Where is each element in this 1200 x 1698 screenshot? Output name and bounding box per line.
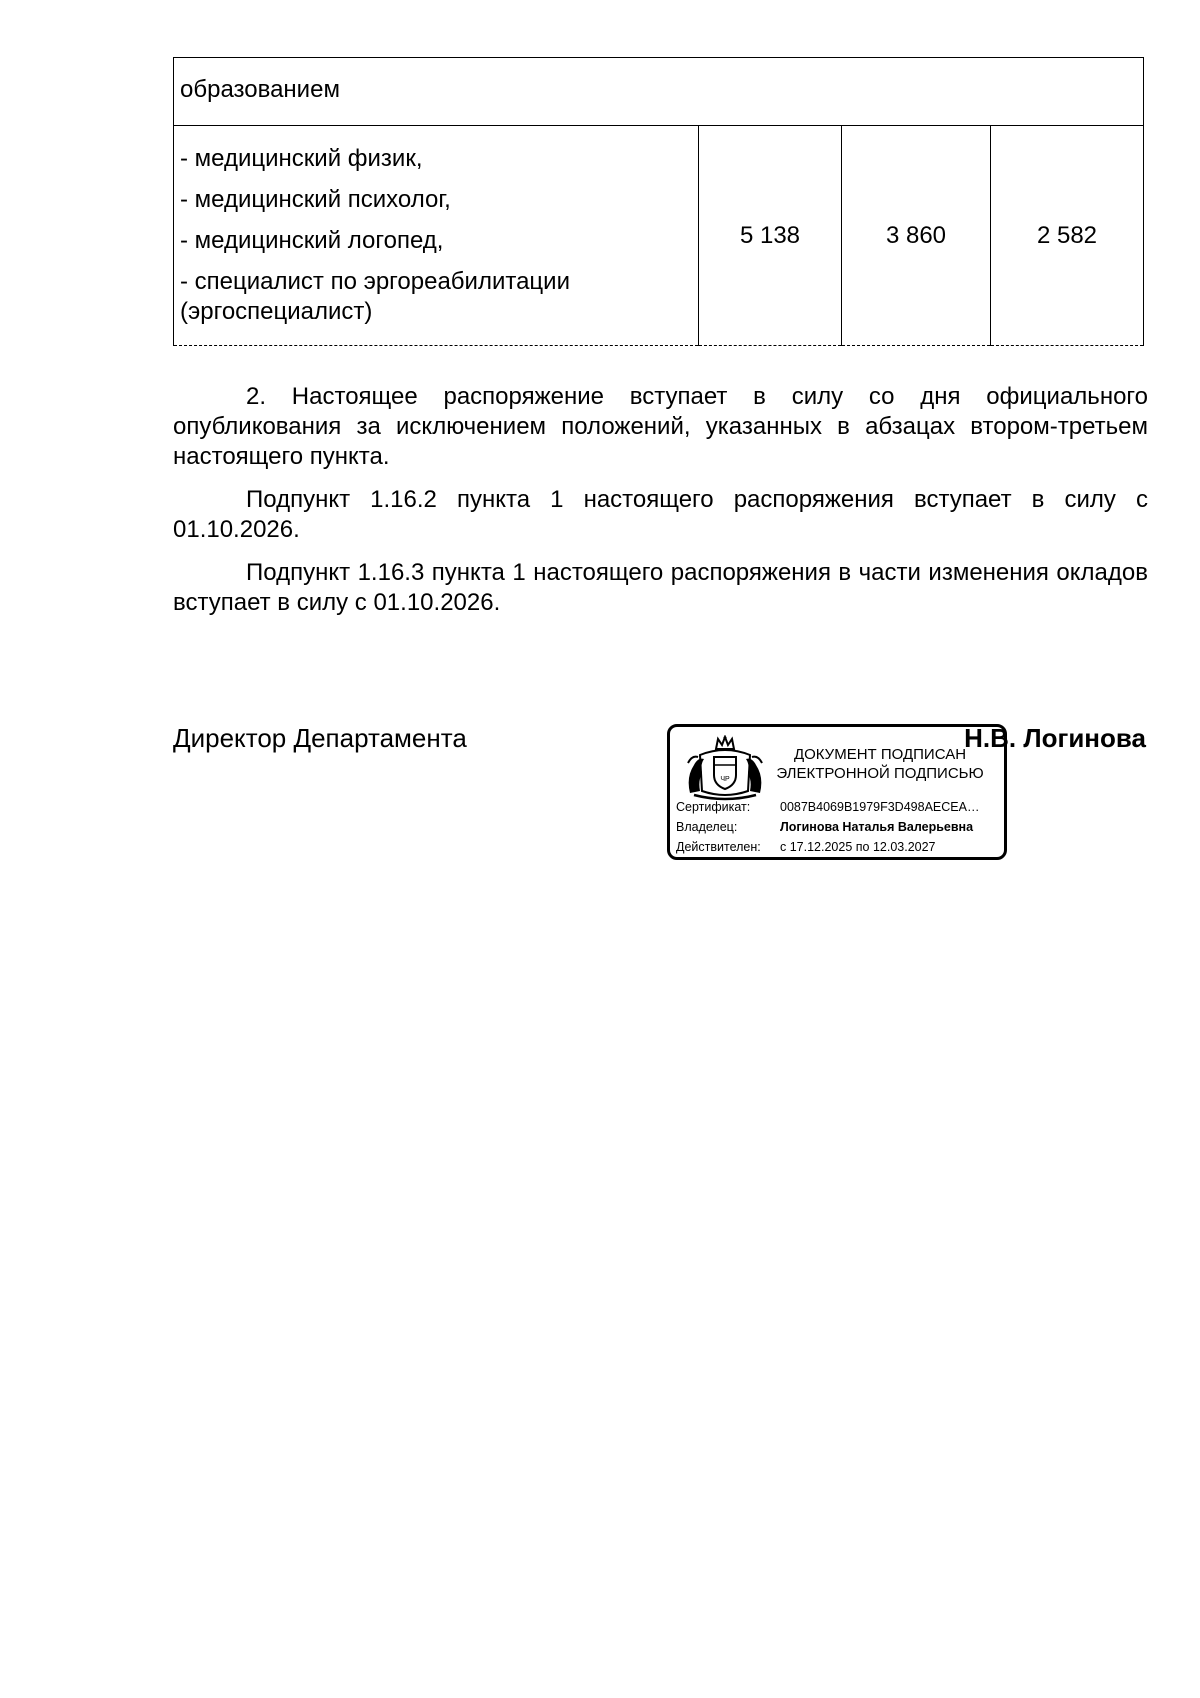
paragraph-effective-date: 2. Настоящее распоряжение вступает в силу со дня официального опубликования за исключением положений, указанных в абзацах втором-третьем настоящего пункта.: [173, 383, 1148, 470]
paragraph-subpoint-1-16-3: Подпункт 1.16.3 пункта 1 настоящего распоряжения в части изменения окладов вступает в силу с 01.10.2026.: [173, 559, 1148, 616]
list-item: - медицинский психолог,: [180, 186, 451, 213]
table-cell-value-2: 3 860: [842, 126, 991, 346]
stamp-heading-line-2: ЭЛЕКТРОННОЙ ПОДПИСЬЮ: [776, 765, 984, 782]
electronic-signature-stamp: [667, 724, 1007, 860]
list-item: - медицинский логопед,: [180, 227, 444, 254]
stamp-heading-line-1: ДОКУМЕНТ ПОДПИСАН: [793, 746, 967, 763]
stamp-owner-row: [676, 819, 973, 835]
certificate-value: 0087B4069B1979F3D498AECEA…: [780, 800, 980, 814]
signer-name: Н.В. Логинова: [964, 723, 1146, 753]
valid-value: с 17.12.2025 по 12.03.2027: [780, 840, 936, 854]
stamp-validity-row: [676, 839, 936, 855]
owner-label: Владелец:: [676, 820, 738, 834]
table-row: [174, 126, 1144, 346]
list-item: - специалист по эргореабилитации (эргоспециалист): [180, 268, 570, 325]
emblem-text: ЧР: [720, 776, 730, 783]
body-text: [173, 382, 1148, 631]
owner-value: Логинова Наталья Валерьевна: [780, 820, 974, 834]
list-item: - медицинский физик,: [180, 145, 423, 172]
positions-list: [180, 144, 692, 327]
signer-title: Директор Департамента: [173, 723, 467, 753]
valid-label: Действителен:: [676, 840, 761, 854]
salary-table: [173, 57, 1144, 346]
paragraph-subpoint-1-16-2: Подпункт 1.16.2 пункта 1 настоящего распоряжения вступает в силу с 01.10.2026.: [173, 486, 1148, 543]
table-cell-value-3: 2 582: [991, 126, 1144, 346]
certificate-label: Сертификат:: [676, 800, 751, 814]
table-row: [174, 58, 1144, 126]
coat-of-arms-icon: [684, 735, 766, 801]
table-cell-value-1: 5 138: [699, 126, 842, 346]
table-cell-positions: [174, 126, 699, 346]
table-cell-education: образованием: [174, 58, 1144, 126]
stamp-certificate-row: [676, 799, 979, 815]
